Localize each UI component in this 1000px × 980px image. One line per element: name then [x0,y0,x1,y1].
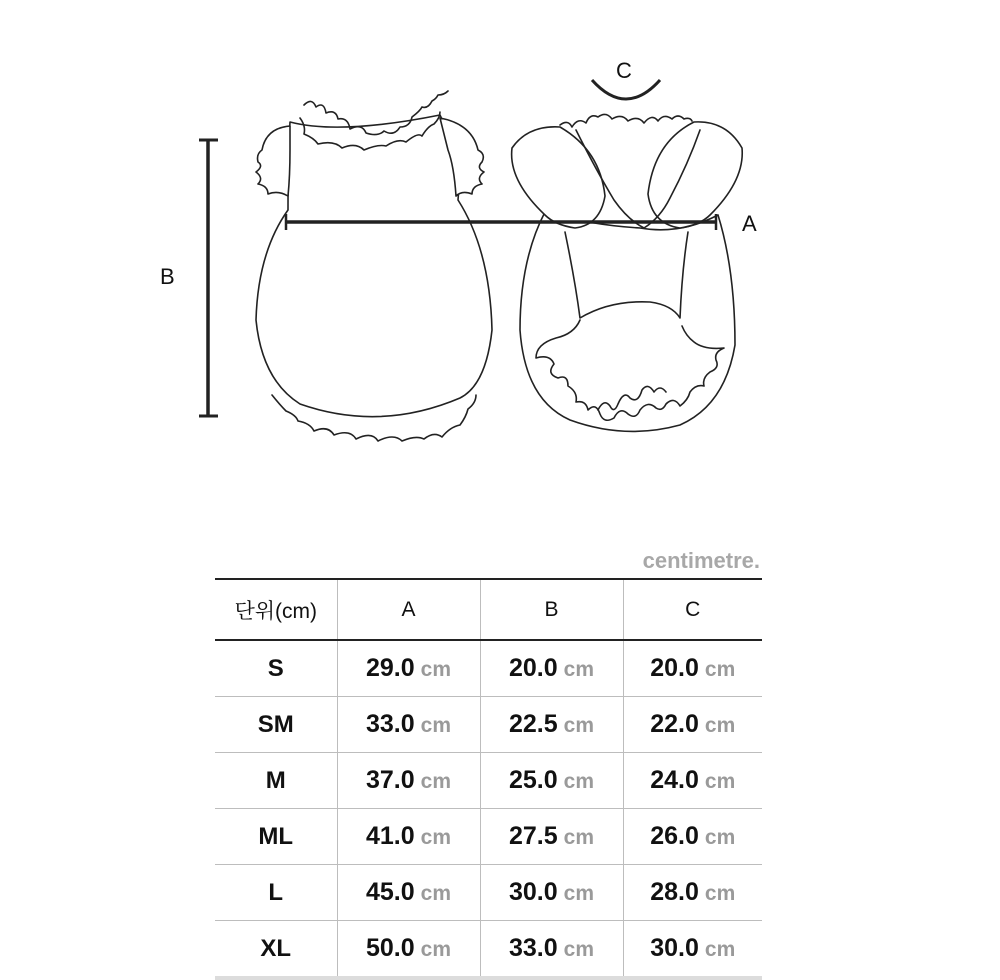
measure-unit: cm [420,938,452,961]
measure-value: 26.0 [650,822,699,850]
measure-cell-b [480,921,623,979]
measure-cell-a [337,921,480,979]
measure-cell-b [480,865,623,921]
table-row [215,865,762,921]
measure-unit: cm [420,826,452,849]
label-b: B [160,264,175,289]
size-cell: L [215,865,337,921]
size-cell: XL [215,921,337,979]
table-body [215,640,762,978]
header-unit: 단위(cm) [215,579,337,640]
measure-unit: cm [563,770,595,793]
measure-cell-b [480,753,623,809]
measure-unit: cm [704,938,736,961]
measure-cell-c [623,865,762,921]
measure-cell-a [337,865,480,921]
measure-value: 27.5 [508,822,558,850]
size-cell: M [215,753,337,809]
measure-cell-c [623,753,762,809]
measure-value: 22.0 [650,710,699,738]
measure-cell-c [623,640,762,697]
measure-cell-a [337,640,480,697]
measure-value: 30.0 [508,878,558,906]
size-table [215,578,762,980]
measure-cell-b [480,809,623,865]
header-b: B [480,579,623,640]
header-c: C [623,579,762,640]
back-garment [512,114,743,431]
measure-cell-c [623,697,762,753]
measure-unit: cm [420,714,452,737]
header-a: A [337,579,480,640]
measure-cell-c [623,809,762,865]
measure-value: 28.0 [650,878,699,906]
measure-value: 33.0 [365,710,415,738]
front-garment [256,91,492,441]
measure-unit: cm [704,882,736,905]
measure-value: 24.0 [650,766,699,794]
measure-cell-a [337,809,480,865]
table-row [215,921,762,979]
measure-unit: cm [420,770,452,793]
measure-unit: cm [563,882,595,905]
size-cell: SM [215,697,337,753]
measure-value: 30.0 [650,934,699,962]
measure-unit: cm [704,826,736,849]
measure-unit: cm [563,714,595,737]
measure-cell-a [337,697,480,753]
unit-note: centimetre. [642,548,760,573]
measure-value: 50.0 [365,934,415,962]
measure-unit: cm [563,826,595,849]
measure-value: 25.0 [508,766,558,794]
measure-unit: cm [704,714,736,737]
measure-value: 22.5 [508,710,558,738]
measure-value: 45.0 [365,878,415,906]
measure-value: 41.0 [365,822,415,850]
size-cell: S [215,640,337,697]
measure-unit: cm [420,882,452,905]
table-row [215,753,762,809]
measure-cell-a [337,753,480,809]
measure-value: 29.0 [365,654,415,682]
measure-unit: cm [704,658,736,681]
table-row [215,640,762,697]
measure-unit: cm [563,938,595,961]
table-row [215,697,762,753]
measure-cell-b [480,697,623,753]
measure-unit: cm [420,658,452,681]
measure-value: 33.0 [508,934,558,962]
table-header-row [215,579,762,640]
measure-value: 37.0 [365,766,415,794]
size-cell: ML [215,809,337,865]
measure-value: 20.0 [508,654,558,682]
table-row [215,809,762,865]
label-a: A [742,211,757,236]
measure-unit: cm [563,658,595,681]
measure-cell-c [623,921,762,979]
measure-unit: cm [704,770,736,793]
label-c: C [616,58,632,83]
measure-cell-b [480,640,623,697]
measure-value: 20.0 [650,654,699,682]
